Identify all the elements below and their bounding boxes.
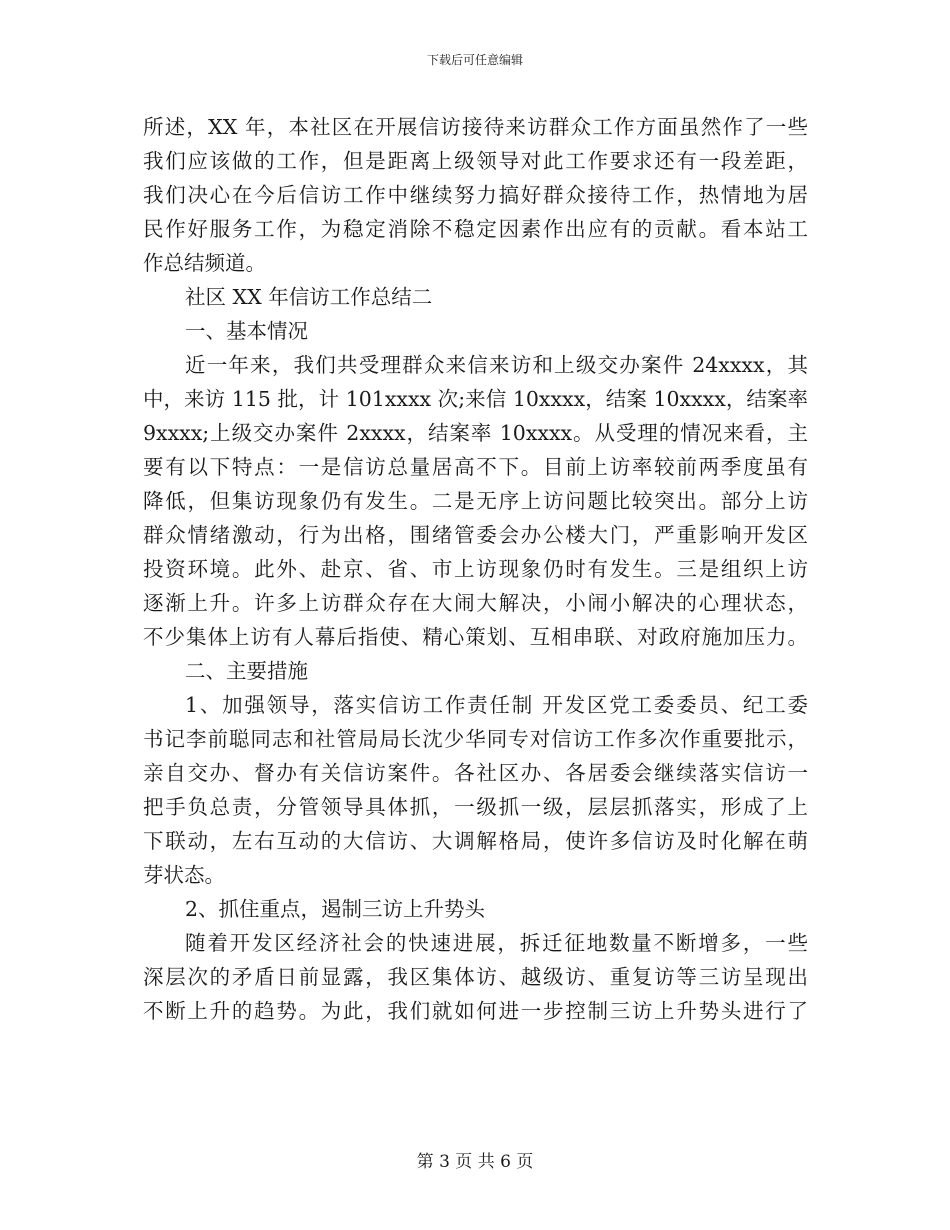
text-line: 9xxxx;上级交办案件 2xxxx，结案率 10xxxx。从受理的情况来看，主 [143,421,808,445]
text-line: 亲自交办、督办有关信访案件。各社区办、各居委会继续落实信访一 [143,761,808,785]
text-line: 作总结频道。 [143,251,266,275]
page-footer: 第 3 页 共 6 页 [416,1152,534,1172]
text-line: 逐渐上升。许多上访群众存在大闹大解决，小闹小解决的心理状态， [143,591,808,615]
text-line: 我们应该做的工作，但是距离上级领导对此工作要求还有一段差距， [143,149,808,173]
text-line: 不断上升的趋势。为此，我们就如何进一步控制三访上升势头进行了 [143,999,808,1023]
text-line: 1、加强领导，落实信访工作责任制 开发区党工委委员、纪工委 [185,693,808,717]
text-line: 不少集体上访有人幕后指使、精心策划、互相串联、对政府施加压力。 [143,625,808,649]
text-line: 芽状态。 [143,863,225,887]
text-line: 2、抓住重点，遏制三访上升势头 [185,897,486,921]
text-line: 群众情绪激动，行为出格，围绪管委会办公楼大门，严重影响开发区 [143,523,808,547]
text-line: 中，来访 115 批，计 101xxxx 次;来信 10xxxx，结案 10xxxx，结案率 [143,387,808,411]
text-line: 一、基本情况 [185,319,308,343]
text-line: 把手负总责，分管领导具体抓，一级抓一级，层层抓落实，形成了上 [143,795,808,819]
text-line: 投资环境。此外、赴京、省、市上访现象仍时有发生。三是组织上访 [143,557,808,581]
text-line: 近一年来，我们共受理群众来信来访和上级交办案件 24xxxx，其 [185,353,808,377]
text-line: 民作好服务工作，为稳定消除不稳定因素作出应有的贡献。看本站工 [143,217,808,241]
text-line: 所述，XX 年，本社区在开展信访接待来访群众工作方面虽然作了一些 [143,115,808,139]
text-line: 下联动，左右互动的大信访、大调解格局，使许多信访及时化解在萌 [143,829,808,853]
text-line: 随着开发区经济社会的快速进展，拆迁征地数量不断增多，一些 [185,931,808,955]
text-line: 要有以下特点：一是信访总量居高不下。目前上访率较前两季度虽有 [143,455,808,479]
text-line: 二、主要措施 [185,659,308,683]
text-line: 社区 XX 年信访工作总结二 [185,285,433,309]
page-header: 下载后可任意编辑 [426,53,523,67]
text-line: 书记李前聪同志和社管局局长沈少华同专对信访工作多次作重要批示， [143,727,808,751]
text-line: 我们决心在今后信访工作中继续努力搞好群众接待工作，热情地为居 [143,183,808,207]
body-text [143,110,808,1028]
text-line: 降低，但集访现象仍有发生。二是无序上访问题比较突出。部分上访 [143,489,808,513]
text-line: 深层次的矛盾日前显露，我区集体访、越级访、重复访等三访呈现出 [143,965,808,989]
